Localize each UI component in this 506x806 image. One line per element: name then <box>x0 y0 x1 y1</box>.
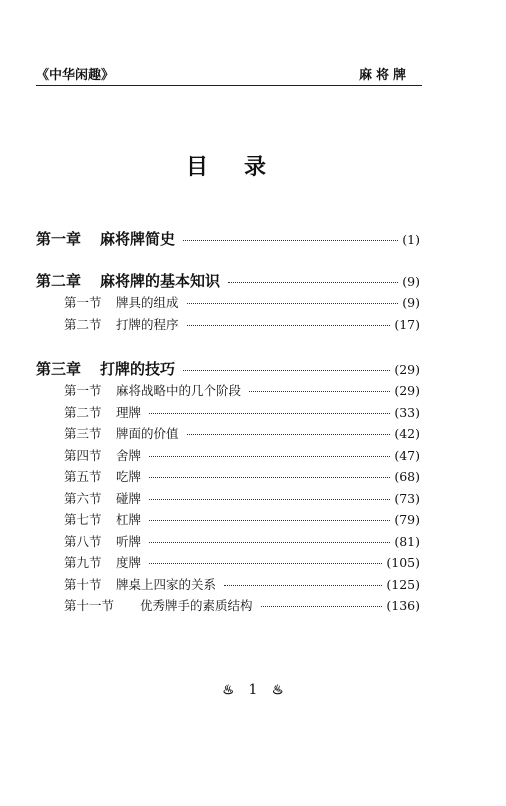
section-title: 碰牌 <box>116 490 142 506</box>
chapter-title: 麻将牌简史 <box>100 230 176 248</box>
toc-section-entry <box>64 446 420 464</box>
dot-leader <box>149 476 390 478</box>
section-number: 第五节 <box>64 469 102 484</box>
toc-section-entry <box>64 510 420 528</box>
section-title: 杠牌 <box>116 512 142 527</box>
section-title: 理牌 <box>116 404 142 420</box>
toc-section-entry <box>64 381 420 399</box>
toc-section-entry <box>64 532 420 550</box>
dot-leader <box>149 541 390 543</box>
dot-leader <box>149 412 390 414</box>
section-title: 牌面的价值 <box>116 426 179 441</box>
toc-section-entry <box>64 315 420 333</box>
header-rule <box>36 85 422 86</box>
ornament-icon: ♨ <box>222 683 235 698</box>
section-number: 第四节 <box>64 447 102 463</box>
toc-section-entry <box>64 293 420 311</box>
toc-section-entry <box>64 553 420 571</box>
chapter-title: 打牌的技巧 <box>100 360 176 378</box>
toc-heading: 目录 <box>186 154 303 180</box>
page-ref: (17) <box>394 316 420 332</box>
dot-leader <box>183 239 398 241</box>
chapter-number: 第三章 <box>36 360 82 378</box>
section-number: 第三节 <box>64 426 102 441</box>
running-header <box>36 58 422 83</box>
page-ref: (29) <box>394 362 420 377</box>
page-ref: (29) <box>394 383 420 398</box>
dot-leader <box>187 433 391 435</box>
dot-leader <box>149 562 382 564</box>
page-ref: (136) <box>386 598 420 613</box>
toc-section-entry <box>64 424 420 442</box>
section-title: 打牌的程序 <box>116 316 179 332</box>
section-title: 牌桌上四家的关系 <box>116 576 217 592</box>
toc-section-entry <box>64 467 420 485</box>
dot-leader <box>249 390 390 392</box>
page-ref: (79) <box>394 512 420 527</box>
section-title: 舍牌 <box>116 447 142 463</box>
page-ref: (68) <box>394 469 420 484</box>
section-number: 第十节 <box>64 576 102 592</box>
page-footer <box>0 682 506 698</box>
section-title: 优秀牌手的素质结构 <box>140 598 253 613</box>
dot-leader <box>183 369 390 371</box>
section-number: 第一节 <box>64 383 102 398</box>
page-number: 1 <box>248 682 258 698</box>
series-title: 《中华闲趣》 <box>36 68 115 83</box>
dot-leader <box>187 324 391 326</box>
page-ref: (73) <box>394 490 420 506</box>
toc-chapter-entry <box>36 358 420 379</box>
toc-section-entry <box>64 575 420 593</box>
section-number: 第六节 <box>64 490 102 506</box>
section-title: 麻将战略中的几个阶段 <box>116 383 242 398</box>
section-title: 吃牌 <box>116 469 142 484</box>
section-number: 第八节 <box>64 533 102 549</box>
section-number: 第七节 <box>64 512 102 527</box>
dot-leader <box>149 498 390 500</box>
section-title: 听牌 <box>116 533 142 549</box>
page-ref: (47) <box>394 447 420 463</box>
dot-leader <box>149 455 390 457</box>
chapter-number: 第一章 <box>36 230 82 248</box>
toc-section-entry <box>64 403 420 421</box>
page-ref: (9) <box>402 274 420 289</box>
toc-section-entry <box>64 596 420 614</box>
section-number: 第二节 <box>64 316 102 332</box>
page-ref: (42) <box>394 426 420 441</box>
section-number: 第二节 <box>64 404 102 420</box>
page-ref: (81) <box>394 533 420 549</box>
dot-leader <box>261 605 383 607</box>
page-ref: (1) <box>402 232 420 247</box>
page-ref: (125) <box>386 576 420 592</box>
section-number: 第一节 <box>64 295 102 310</box>
page-ref: (33) <box>394 404 420 420</box>
ornament-icon: ♨ <box>271 683 284 698</box>
toc-chapter-entry <box>36 228 420 249</box>
page-ref: (105) <box>386 555 420 570</box>
chapter-title: 麻将牌的基本知识 <box>100 272 221 290</box>
section-number: 第十一节 <box>64 598 115 613</box>
dot-leader <box>224 584 382 586</box>
page-ref: (9) <box>402 295 420 310</box>
dot-leader <box>187 302 399 304</box>
dot-leader <box>228 281 398 283</box>
section-title: 度牌 <box>116 555 142 570</box>
book-title: 麻将牌 <box>358 68 410 83</box>
section-number: 第九节 <box>64 555 102 570</box>
toc-chapter-entry <box>36 270 420 291</box>
section-title: 牌具的组成 <box>116 295 179 310</box>
chapter-number: 第二章 <box>36 272 82 290</box>
toc-section-entry <box>64 489 420 507</box>
dot-leader <box>149 519 390 521</box>
